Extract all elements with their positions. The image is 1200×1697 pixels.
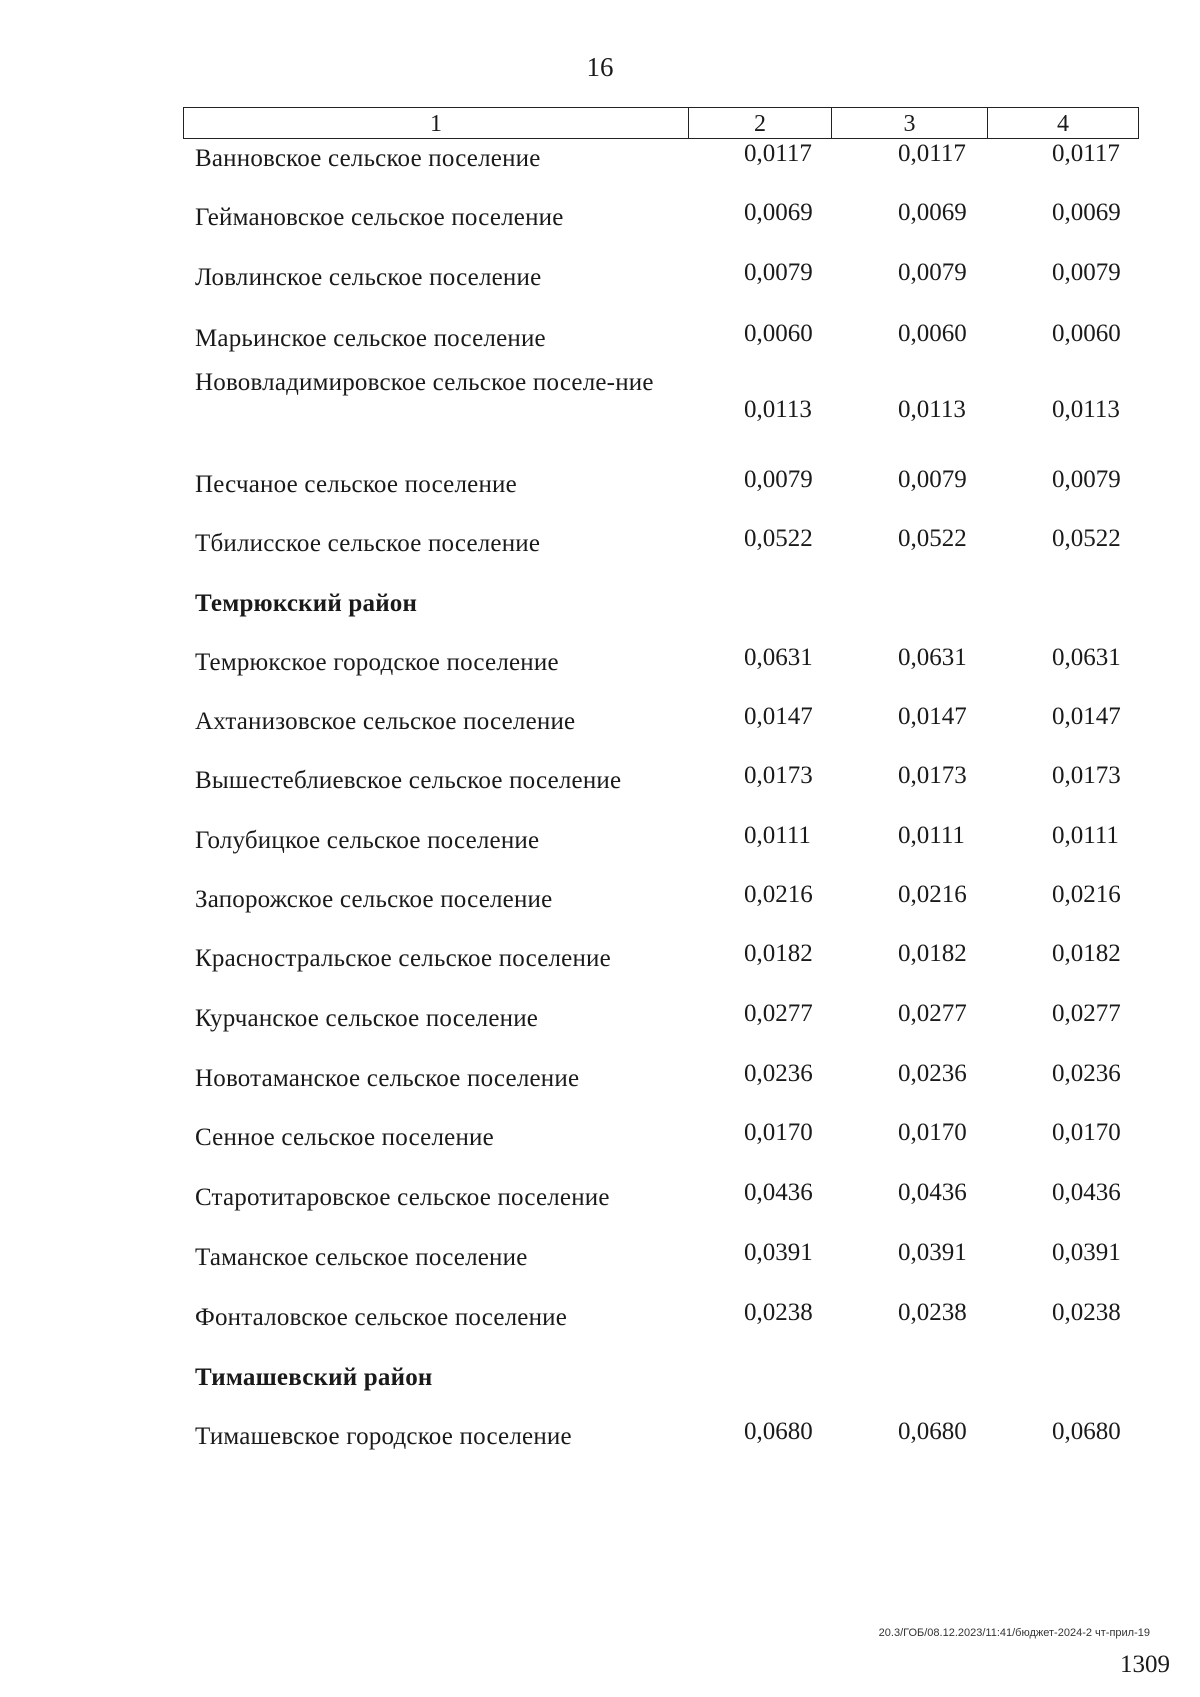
value-col-4: 0,0277 — [1052, 1000, 1121, 1027]
value-col-3: 0,0391 — [898, 1239, 967, 1266]
settlement-name: Красностральское сельское поселение — [195, 945, 611, 972]
district-heading-row — [0, 585, 1200, 625]
table-row — [0, 1179, 1200, 1219]
header-col-4: 4 — [1057, 110, 1069, 137]
value-col-2: 0,0631 — [744, 644, 813, 671]
table-row — [0, 199, 1200, 239]
value-col-3: 0,0631 — [898, 644, 967, 671]
value-col-2: 0,0079 — [744, 259, 813, 286]
value-col-3: 0,0069 — [898, 199, 967, 226]
table-row — [0, 1060, 1200, 1100]
value-col-4: 0,0060 — [1052, 320, 1121, 347]
value-col-2: 0,0111 — [744, 822, 811, 849]
value-col-2: 0,0170 — [744, 1119, 813, 1146]
settlement-name: Курчанское сельское поселение — [195, 1005, 539, 1032]
table-row — [0, 881, 1200, 921]
settlement-name: Нововладимировское сельское поселе-ние — [195, 369, 654, 396]
district-name: Тимашевский район — [195, 1364, 433, 1391]
value-col-2: 0,0117 — [744, 140, 812, 167]
sheet-number: 1309 — [1120, 1651, 1170, 1678]
value-col-3: 0,0277 — [898, 1000, 967, 1027]
table-row — [0, 1119, 1200, 1159]
value-col-2: 0,0236 — [744, 1060, 813, 1087]
table-row — [0, 525, 1200, 565]
value-col-3: 0,0680 — [898, 1418, 967, 1445]
header-col-1: 1 — [184, 108, 689, 138]
value-col-3: 0,0236 — [898, 1060, 967, 1087]
page-number: 16 — [586, 52, 614, 82]
value-col-2: 0,0680 — [744, 1418, 813, 1445]
settlement-name: Фонталовское сельское поселение — [195, 1304, 568, 1331]
settlement-name: Темрюкское городское поселение — [195, 649, 559, 676]
value-col-4: 0,0069 — [1052, 199, 1121, 226]
table-row — [0, 369, 1200, 436]
value-col-3: 0,0147 — [898, 703, 967, 730]
value-col-2: 0,0391 — [744, 1239, 813, 1266]
settlement-name: Вышестеблиевское сельское поселение — [195, 767, 622, 794]
value-col-2: 0,0436 — [744, 1179, 813, 1206]
settlement-name: Ахтанизовское сельское поселение — [195, 708, 576, 735]
value-col-4: 0,0436 — [1052, 1179, 1121, 1206]
settlement-name: Ванновское сельское поселение — [195, 145, 541, 172]
table-row — [0, 1000, 1200, 1040]
header-col-2: 2 — [689, 108, 832, 138]
value-col-4: 0,0236 — [1052, 1060, 1121, 1087]
value-col-2: 0,0069 — [744, 199, 813, 226]
settlement-name: Таманское сельское поселение — [195, 1244, 528, 1271]
settlement-name: Геймановское сельское поселение — [195, 204, 564, 231]
table-row — [0, 940, 1200, 980]
settlement-name: Марьинское сельское поселение — [195, 325, 546, 352]
settlement-name: Ловлинское сельское поселение — [195, 264, 542, 291]
table-header — [183, 107, 1139, 139]
district-heading-row — [0, 1359, 1200, 1399]
value-col-4: 0,0182 — [1052, 940, 1121, 967]
value-col-4: 0,0147 — [1052, 703, 1121, 730]
value-col-3: 0,0079 — [898, 466, 967, 493]
value-col-3: 0,0182 — [898, 940, 967, 967]
table-row — [0, 762, 1200, 802]
value-col-3: 0,0111 — [898, 822, 965, 849]
table-row — [0, 1299, 1200, 1339]
settlement-name: Песчаное сельское поселение — [195, 471, 517, 498]
value-col-4: 0,0113 — [1052, 396, 1120, 423]
value-col-4: 0,0079 — [1052, 466, 1121, 493]
value-col-3: 0,0238 — [898, 1299, 967, 1326]
table-row — [0, 1239, 1200, 1279]
value-col-4: 0,0631 — [1052, 644, 1121, 671]
value-col-2: 0,0113 — [744, 396, 812, 423]
document-code: 20.3/ГОБ/08.12.2023/11:41/бюджет-2024-2 чт-прил-19 — [878, 1627, 1150, 1639]
value-col-3: 0,0113 — [898, 396, 966, 423]
settlement-name: Запорожское сельское поселение — [195, 886, 553, 913]
value-col-2: 0,0147 — [744, 703, 813, 730]
table-row — [0, 1418, 1200, 1458]
value-col-2: 0,0522 — [744, 525, 813, 552]
value-col-2: 0,0060 — [744, 320, 813, 347]
value-col-4: 0,0111 — [1052, 822, 1119, 849]
value-col-2: 0,0216 — [744, 881, 813, 908]
value-col-4: 0,0216 — [1052, 881, 1121, 908]
value-col-4: 0,0680 — [1052, 1418, 1121, 1445]
table-row — [0, 822, 1200, 862]
settlement-name: Новотаманское сельское поселение — [195, 1065, 580, 1092]
district-name: Темрюкский район — [195, 590, 418, 617]
value-col-4: 0,0079 — [1052, 259, 1121, 286]
value-col-4: 0,0173 — [1052, 762, 1121, 789]
value-col-3: 0,0216 — [898, 881, 967, 908]
value-col-2: 0,0277 — [744, 1000, 813, 1027]
settlement-name: Голубицкое сельское поселение — [195, 827, 540, 854]
value-col-2: 0,0173 — [744, 762, 813, 789]
table-row — [0, 644, 1200, 684]
value-col-3: 0,0117 — [898, 140, 966, 167]
value-col-3: 0,0522 — [898, 525, 967, 552]
table-row — [0, 140, 1200, 180]
table-row — [0, 466, 1200, 506]
value-col-3: 0,0173 — [898, 762, 967, 789]
value-col-3: 0,0079 — [898, 259, 967, 286]
value-col-3: 0,0436 — [898, 1179, 967, 1206]
value-col-2: 0,0182 — [744, 940, 813, 967]
value-col-2: 0,0079 — [744, 466, 813, 493]
settlement-name: Тимашевское городское поселение — [195, 1423, 572, 1450]
value-col-4: 0,0117 — [1052, 140, 1120, 167]
value-col-4: 0,0391 — [1052, 1239, 1121, 1266]
settlement-name: Тбилисское сельское поселение — [195, 530, 541, 557]
value-col-4: 0,0170 — [1052, 1119, 1121, 1146]
value-col-4: 0,0522 — [1052, 525, 1121, 552]
table-row — [0, 320, 1200, 360]
table-row — [0, 703, 1200, 743]
value-col-2: 0,0238 — [744, 1299, 813, 1326]
value-col-3: 0,0170 — [898, 1119, 967, 1146]
value-col-3: 0,0060 — [898, 320, 967, 347]
table-row — [0, 259, 1200, 299]
settlement-name: Старотитаровское сельское поселение — [195, 1184, 610, 1211]
header-col-3: 3 — [832, 108, 988, 138]
settlement-name: Сенное сельское поселение — [195, 1124, 494, 1151]
value-col-4: 0,0238 — [1052, 1299, 1121, 1326]
